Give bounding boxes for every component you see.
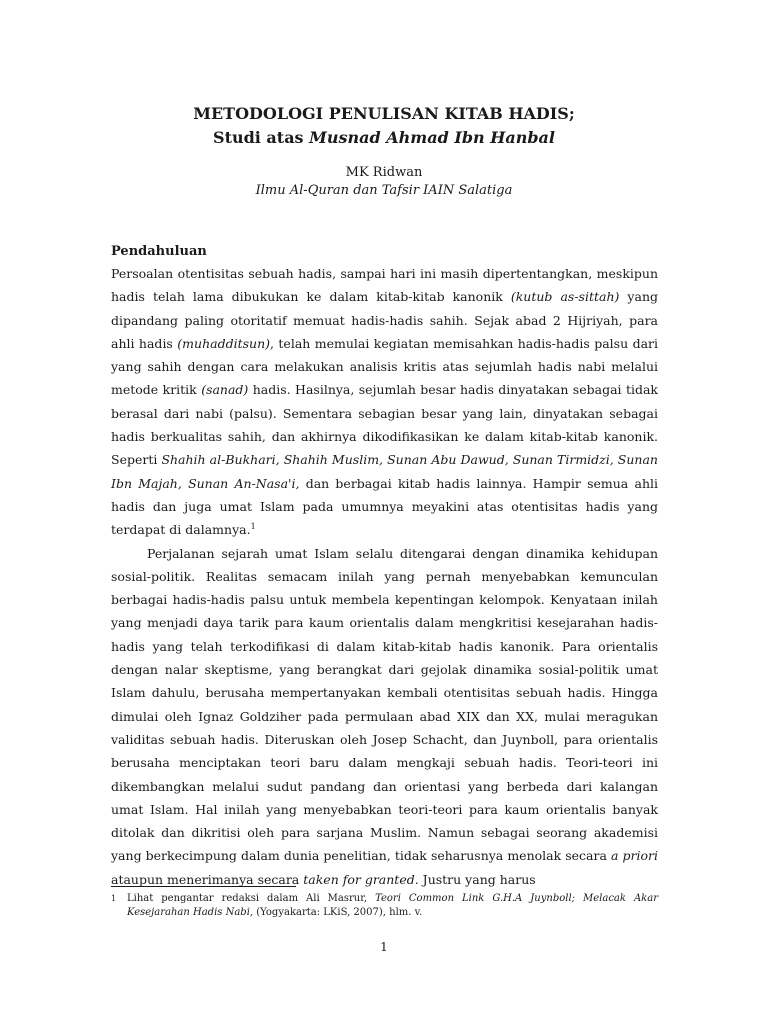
footnote-divider: [111, 886, 296, 887]
paper-title-line1: METODOLOGI PENULISAN KITAB HADIS;: [193, 104, 575, 123]
paragraph-2: [111, 542, 658, 891]
italic-run: Shahih al-Bukhari, Shahih Muslim, Sunan Abu Dawud, Sunan Tirmidzi, Sunan Ibn Majah, Sunan An-Nasa'i,: [111, 452, 658, 491]
footnote: [111, 892, 658, 920]
page-number: 1: [380, 940, 388, 954]
section-heading: Pendahuluan: [111, 244, 207, 259]
footnote-number: 1: [111, 894, 117, 903]
italic-run: Teori Common Link G.H.A Juynboll; Melacak Akar Kesejarahan Hadis Nabi,: [127, 893, 658, 918]
text-run: Justru yang harus: [418, 871, 536, 887]
italic-run: (sanad): [201, 382, 249, 398]
text-run: (Yogyakarta: LKiS, 2007), hlm. v.: [253, 907, 423, 918]
paper-title-line2: [0, 126, 768, 150]
italic-run: (muhadditsun): [177, 335, 270, 351]
text-run: Lihat pengantar redaksi dalam Ali Masrur,: [127, 893, 376, 904]
text-run: ataupun menerimanya secara: [111, 871, 304, 887]
title-prefix: Studi atas: [213, 128, 310, 147]
text-run: , telah memulai kegiatan memisahkan hadis-hadis palsu dari yang sahih dengan cara melakukan analisis kritis atas sejumlah hadis nabi melalui metode kritik: [111, 335, 658, 398]
body-text: [111, 262, 658, 891]
footnote-text: [111, 892, 658, 920]
author-name: MK Ridwan: [345, 165, 423, 180]
text-run: yang dipandang paling otoritatif memuat hadis-hadis sahih. Sejak abad 2 Hijriyah, para ahli hadis: [111, 289, 659, 351]
italic-run: a priori: [611, 848, 658, 864]
paragraph-1: [111, 262, 658, 542]
author-affiliation: Ilmu Al-Quran dan Tafsir IAIN Salatiga: [255, 183, 513, 198]
title-italic: Musnad Ahmad Ibn Hanbal: [309, 128, 555, 147]
italic-run: taken for granted.: [303, 871, 419, 887]
italic-run: (kutub as-sittah): [510, 289, 620, 305]
footnote-ref[interactable]: 1: [250, 522, 256, 532]
text-run: dan berbagai kitab hadis lainnya. Hampir semua ahli hadis dan juga umat Islam pada umumnya meyakini atas otentisitas hadis yang terdapat di dalamnya.: [111, 475, 658, 538]
text-run: Persoalan otentisitas sebuah hadis, sampai hari ini masih dipertentangkan, meskipun hadis telah lama dibukukan ke dalam kitab-kitab kanonik: [111, 266, 658, 305]
text-run: Perjalanan sejarah umat Islam selalu ditengarai dengan dinamika kehidupan sosial-politik. Realitas semacam inilah yang pernah menyebabkan kemunculan berbagai hadis-hadis palsu untuk membela kepentingan kelompok. Kenyataan inilah yang menjadi daya tarik para kaum orientalis dalam mengkritisi kesejarahan hadis-hadis yang telah terkodifikasi di dalam kitab-kitab hadis kanonik. Para orientalis dengan nalar skeptisme, yang berangkat dari gejolak dinamika sosial-politik umat Islam dahulu, berusaha mempertanyakan kembali otentisitas sebuah hadis. Hingga dimulai oleh Ignaz Goldziher pada permulaan abad XIX dan XX, mulai meragukan validitas sebuah hadis. Diteruskan oleh Josep Schacht, dan Juynboll, para orientalis berusaha menciptakan teori baru dalam mengkaji sebuah hadis. Teori-teori ini dikembangkan melalui sudut pandang dan orientasi yang berbeda dari kalangan umat Islam. Hal inilah yang menyebabkan teori-teori para kaum orientalis banyak ditolak dan dikritisi oleh para sarjana Muslim. Namun sebagai seorang akademisi yang berkecimpung dalam dunia penelitian, tidak seharusnya menolak secara: [111, 545, 658, 864]
text-run: hadis. Hasilnya, sejumlah besar hadis dinyatakan sebagai tidak berasal dari nabi (palsu). Sementara sebagian besar yang lain, dinyatakan sebagai hadis berkualitas sahih, dan akhirnya dikodifikasikan ke dalam kitab-kitab kanonik. Seperti: [111, 382, 658, 468]
